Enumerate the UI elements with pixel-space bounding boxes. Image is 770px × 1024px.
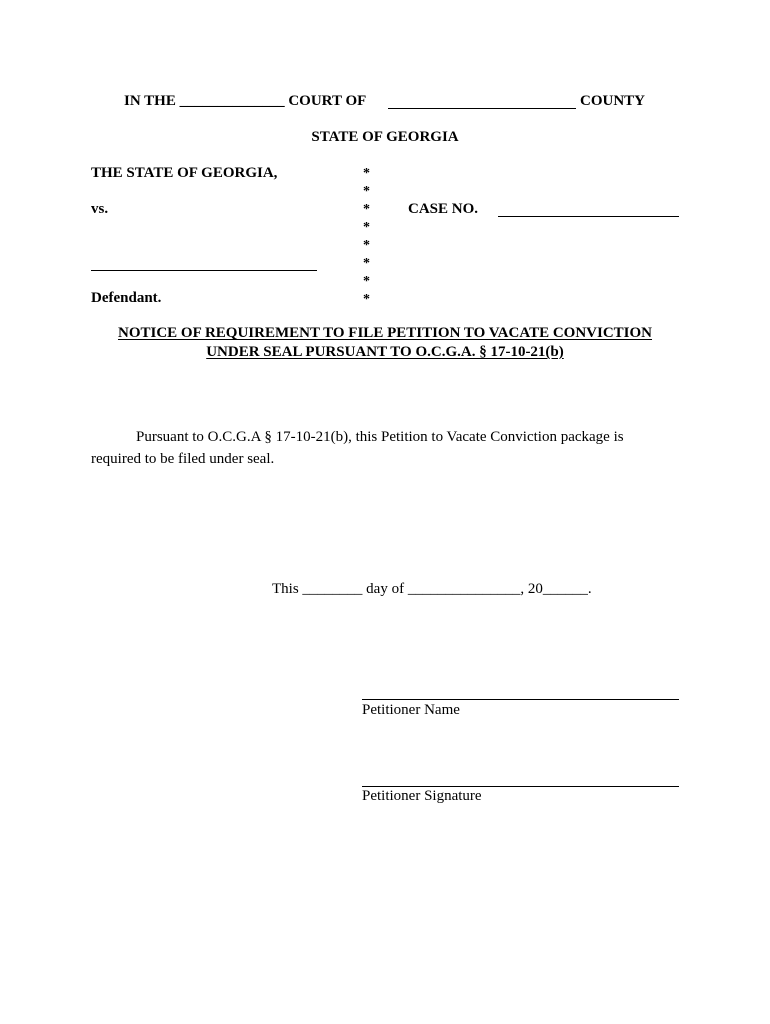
defendant-name-blank	[91, 270, 317, 271]
petitioner-signature-line	[362, 786, 679, 787]
body-paragraph	[91, 426, 691, 470]
caption-separator-star: *	[363, 256, 370, 271]
versus-label: vs.	[91, 201, 109, 217]
body-paragraph-line-2: required to be filed under seal.	[91, 451, 275, 467]
petitioner-signature-label: Petitioner Signature	[362, 788, 482, 804]
body-paragraph-line-1: Pursuant to O.C.G.A § 17-10-21(b), this Petition to Vacate Conviction package is	[136, 429, 624, 445]
caption-separator-star: *	[363, 184, 370, 199]
caption-separator-star: *	[363, 274, 370, 289]
petitioner-name-line	[362, 699, 679, 700]
defendant-label: Defendant.	[91, 290, 162, 306]
case-number-label: CASE NO.	[408, 201, 479, 217]
court-name-line	[124, 93, 366, 110]
caption-separator-star: *	[363, 202, 370, 217]
caption-separator-star: *	[363, 292, 370, 307]
county-label: COUNTY	[580, 93, 646, 109]
date-line: This ________ day of _______________, 20______.	[272, 581, 592, 597]
case-number-blank	[498, 216, 679, 217]
state-heading: STATE OF GEORGIA	[311, 129, 459, 145]
notice-title-line-2: UNDER SEAL PURSUANT TO O.C.G.A. § 17-10-21(b)	[206, 344, 564, 360]
court-prefix: IN THE ______________ COURT OF	[124, 93, 367, 109]
caption-separator-star: *	[363, 220, 370, 235]
caption-separator-star: *	[363, 166, 370, 181]
plaintiff-name: THE STATE OF GEORGIA,	[91, 165, 278, 181]
caption-separator-star: *	[363, 238, 370, 253]
petitioner-name-label: Petitioner Name	[362, 702, 460, 718]
county-blank-line	[388, 108, 576, 109]
notice-title-line-1: NOTICE OF REQUIREMENT TO FILE PETITION TO VACATE CONVICTION	[117, 325, 653, 341]
